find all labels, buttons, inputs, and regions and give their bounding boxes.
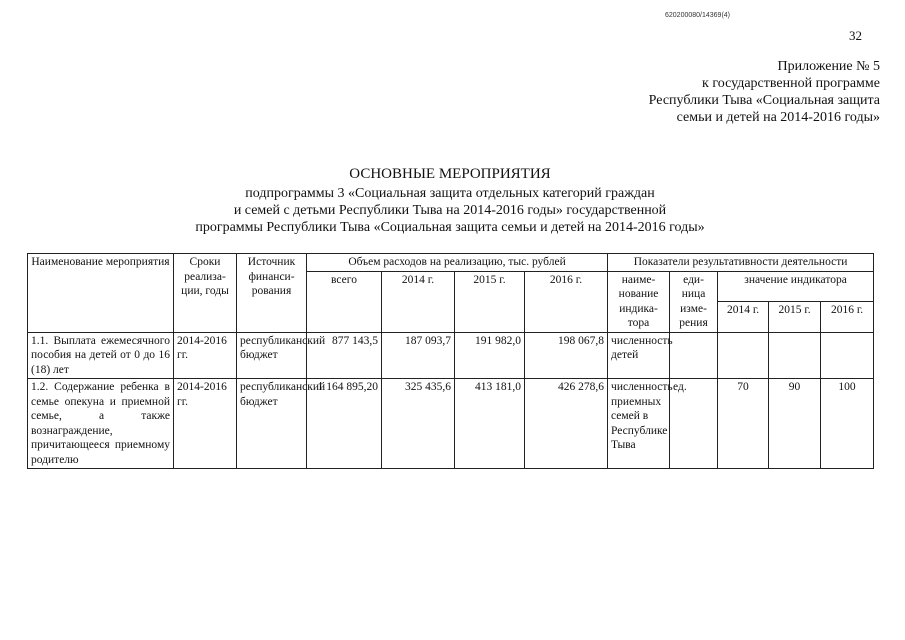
cell-indicator-2015: [769, 332, 821, 379]
cell-2016: 426 278,6: [525, 379, 608, 469]
cell-indicator-name: численность детей: [608, 332, 670, 379]
cell-source: республиканский бюджет: [237, 332, 307, 379]
page-title: ОСНОВНЫЕ МЕРОПРИЯТИЯ: [349, 166, 551, 182]
page-number: 32: [849, 28, 862, 43]
header-period: Сроки реализа-ции, годы: [174, 254, 237, 333]
cell-name: 1.1. Выплата ежемесячного пособия на детей от 0 до 16 (18) лет: [28, 332, 174, 379]
header-row: [28, 254, 874, 272]
subtitle-line: программы Республики Тыва «Социальная защита семьи и детей на 2014-2016 годы»: [195, 220, 705, 235]
header-2016: 2016 г.: [525, 271, 608, 332]
cell-indicator-2014: 70: [718, 379, 769, 469]
cell-2014: 325 435,6: [382, 379, 455, 469]
header-indicator-2014: 2014 г.: [718, 302, 769, 333]
appendix-line: семьи и детей на 2014-2016 годы»: [676, 110, 880, 125]
appendix-line: к государственной программе: [702, 76, 880, 91]
header-indicator-name: наиме-нование индика-тора: [608, 271, 670, 332]
cell-unit: ед.: [670, 379, 718, 469]
cell-source: республиканский бюджет: [237, 379, 307, 469]
header-indicator-value: значение индикатора: [718, 271, 874, 302]
cell-total: 1 164 895,20: [307, 379, 382, 469]
header-total: всего: [307, 271, 382, 332]
cell-unit: [670, 332, 718, 379]
header-volume: Объем расходов на реализацию, тыс. рублей: [307, 254, 608, 272]
document-code: 620200080/14369(4): [665, 12, 731, 19]
header-unit: еди-ница изме-рения: [670, 271, 718, 332]
table-row: [28, 332, 874, 379]
cell-indicator-name: численность приемных семей в Республике Тыва: [608, 379, 670, 469]
table-row: [28, 379, 874, 469]
subtitle-line: подпрограммы 3 «Социальная защита отдельных категорий граждан: [245, 186, 655, 201]
cell-total: 877 143,5: [307, 332, 382, 379]
appendix-line: Приложение № 5: [777, 59, 880, 74]
header-source: Источник финанси-рования: [237, 254, 307, 333]
cell-indicator-2016: [821, 332, 874, 379]
cell-name: 1.2. Содержание ребенка в семье опекуна и приемной семье, а также вознаграждение, причитающееся приемному родителю: [28, 379, 174, 469]
cell-indicator-2016: 100: [821, 379, 874, 469]
subtitle-line: и семей с детьми Республики Тыва на 2014-2016 годы» государственной: [233, 203, 667, 218]
cell-period: 2014-2016 гг.: [174, 379, 237, 469]
appendix-line: Республики Тыва «Социальная защита: [648, 93, 880, 108]
title-block: [150, 166, 750, 236]
cell-2015: 191 982,0: [455, 332, 525, 379]
header-indicator-2016: 2016 г.: [821, 302, 874, 333]
measures-table: [27, 253, 874, 469]
cell-2014: 187 093,7: [382, 332, 455, 379]
cell-indicator-2015: 90: [769, 379, 821, 469]
cell-2016: 198 067,8: [525, 332, 608, 379]
header-name: Наименование мероприятия: [28, 254, 174, 333]
appendix-block: [600, 58, 880, 126]
header-2015: 2015 г.: [455, 271, 525, 332]
header-indicators: Показатели результативности деятельности: [608, 254, 874, 272]
cell-period: 2014-2016 гг.: [174, 332, 237, 379]
cell-2015: 413 181,0: [455, 379, 525, 469]
header-2014: 2014 г.: [382, 271, 455, 332]
cell-indicator-2014: [718, 332, 769, 379]
header-indicator-2015: 2015 г.: [769, 302, 821, 333]
